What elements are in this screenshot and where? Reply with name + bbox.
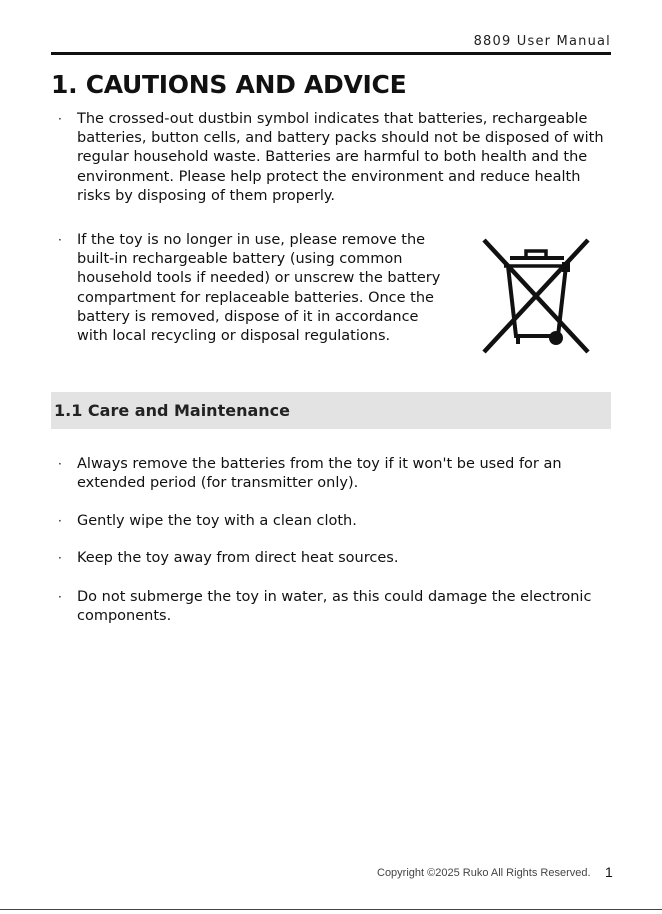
bullet-text: The crossed-out dustbin symbol indicates that batteries, rechargeable batteries, button cells, and battery packs should not be disposed of with regular household waste. Batteries are harmful to both health and the environment. Please help protect the environment and reduce health risks by disposing of them properly.	[77, 111, 604, 204]
bullet-marker: ·	[58, 112, 62, 126]
bullet-marker: ·	[58, 233, 62, 247]
list-item	[58, 549, 610, 568]
bullet-marker: ·	[58, 514, 62, 528]
bullet-marker: ·	[58, 457, 62, 471]
list-item	[58, 110, 610, 206]
list-item	[58, 455, 610, 493]
section-title: 1.1 Care and Maintenance	[54, 401, 290, 420]
list-item	[58, 588, 610, 626]
list-item	[58, 231, 443, 346]
bullet-text: If the toy is no longer in use, please remove the built-in rechargeable battery (using common household tools if needed) or unscrew the battery compartment for replaceable batteries. Once the battery is removed, dispose of it in accordance with local recycling or disposal regulations.	[77, 232, 441, 345]
bullet-text: Always remove the batteries from the toy if it won't be used for an extended period (for transmitter only).	[77, 456, 562, 492]
manual-title: 8809 User Manual	[473, 34, 611, 49]
bullet-text: Gently wipe the toy with a clean cloth.	[77, 513, 357, 529]
bullet-text: Do not submerge the toy in water, as this could damage the electronic components.	[77, 589, 592, 625]
bullet-text: Keep the toy away from direct heat sources.	[77, 550, 399, 566]
page-number: 1	[605, 864, 613, 880]
footer-rule	[0, 909, 662, 910]
copyright-notice: Copyright ©2025 Ruko All Rights Reserved.	[377, 867, 591, 879]
bullet-marker: ·	[58, 551, 62, 565]
list-item	[58, 512, 610, 531]
header-rule	[51, 52, 611, 55]
bullet-marker: ·	[58, 590, 62, 604]
page-title: 1. CAUTIONS AND ADVICE	[51, 70, 407, 99]
crossed-out-wheelie-bin-icon	[480, 236, 592, 354]
